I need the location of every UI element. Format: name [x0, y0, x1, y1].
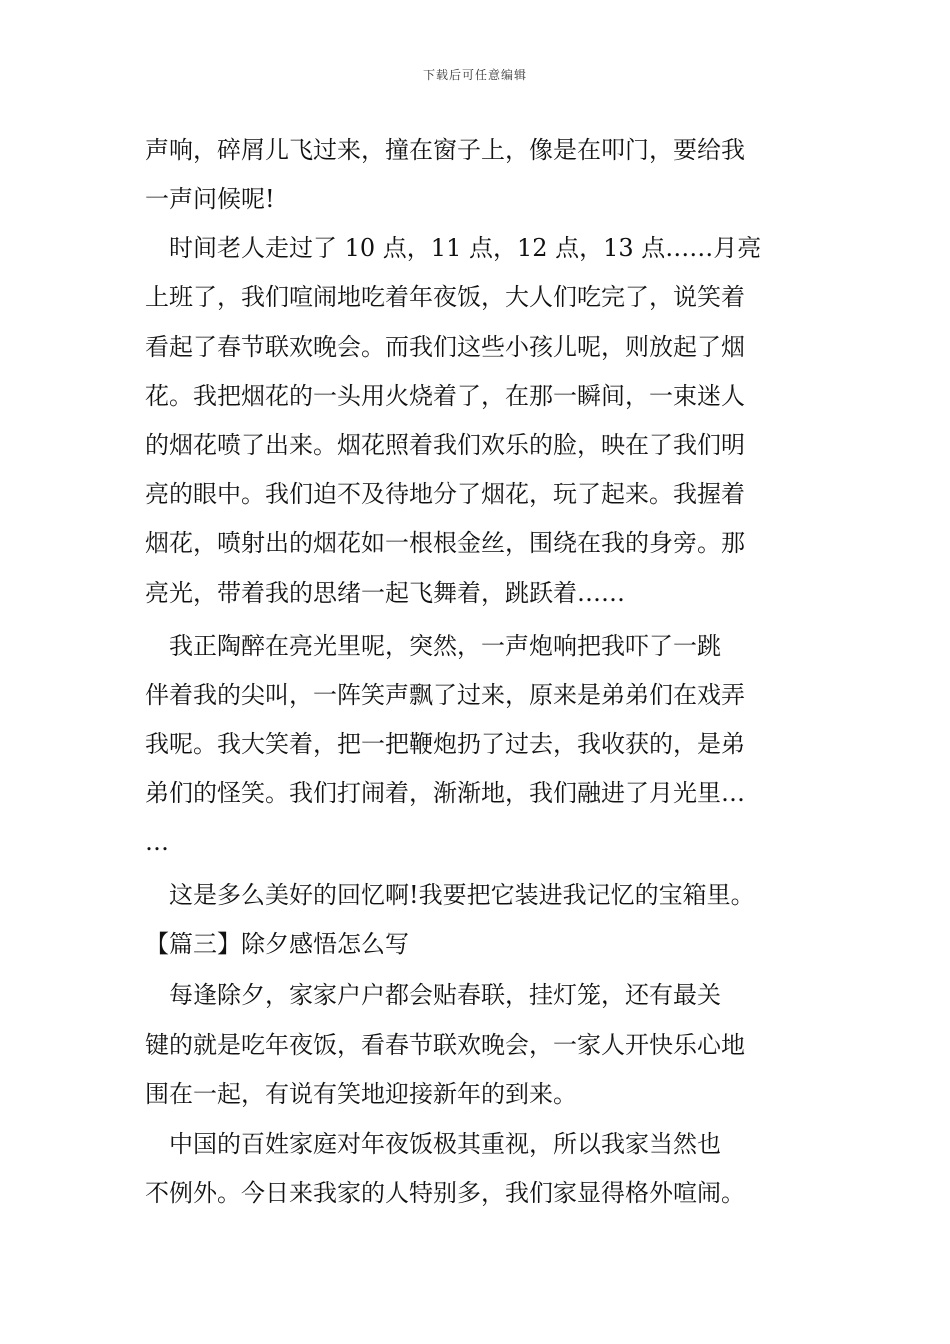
text-line: 我正陶醉在亮光里呢，突然，一声炮响把我吓了一跳: [145, 632, 721, 660]
text-line: 每逢除夕，家家户户都会贴春联，挂灯笼，还有最关: [145, 981, 721, 1009]
text-line: 亮光，带着我的思绪一起飞舞着，跳跃着……: [145, 579, 625, 607]
text-line: 中国的百姓家庭对年夜饭极其重视，所以我家当然也: [145, 1130, 721, 1158]
text-line: 花。我把烟花的一头用火烧着了，在那一瞬间，一束迷人: [145, 382, 745, 410]
text-line: 一声问候呢!: [145, 185, 275, 213]
text-line: 看起了春节联欢晚会。而我们这些小孩儿呢，则放起了烟: [145, 333, 745, 361]
text-line: 时间老人走过了 10 点，11 点，12 点，13 点……月亮: [145, 234, 762, 262]
page-header: 下载后可任意编辑: [422, 68, 527, 82]
text-line: 不例外。今日来我家的人特别多，我们家显得格外喧闹。: [145, 1179, 745, 1207]
text-line: 亮的眼中。我们迫不及待地分了烟花，玩了起来。我握着: [145, 480, 745, 508]
text-line: 键的就是吃年夜饭，看春节联欢晚会，一家人开快乐心地: [145, 1031, 745, 1059]
text-line: 烟花，喷射出的烟花如一根根金丝，围绕在我的身旁。那: [145, 529, 745, 557]
text-line: 弟们的怪笑。我们打闹着，渐渐地，我们融进了月光里…: [145, 779, 745, 807]
text-line: 的烟花喷了出来。烟花照着我们欢乐的脸，映在了我们明: [145, 431, 745, 459]
text-line: 我呢。我大笑着，把一把鞭炮扔了过去，我收获的，是弟: [145, 730, 745, 758]
text-line: …: [145, 828, 169, 856]
section-heading: 【篇三】除夕感悟怎么写: [145, 930, 409, 958]
text-line: 伴着我的尖叫，一阵笑声飘了过来，原来是弟弟们在戏弄: [145, 681, 745, 709]
text-line: 声响，碎屑儿飞过来，撞在窗子上，像是在叩门，要给我: [145, 136, 745, 164]
text-line: 这是多么美好的回忆啊!我要把它装进我记忆的宝箱里。: [145, 881, 755, 909]
text-line: 上班了，我们喧闹地吃着年夜饭，大人们吃完了，说笑着: [145, 283, 745, 311]
text-line: 围在一起，有说有笑地迎接新年的到来。: [145, 1080, 577, 1108]
